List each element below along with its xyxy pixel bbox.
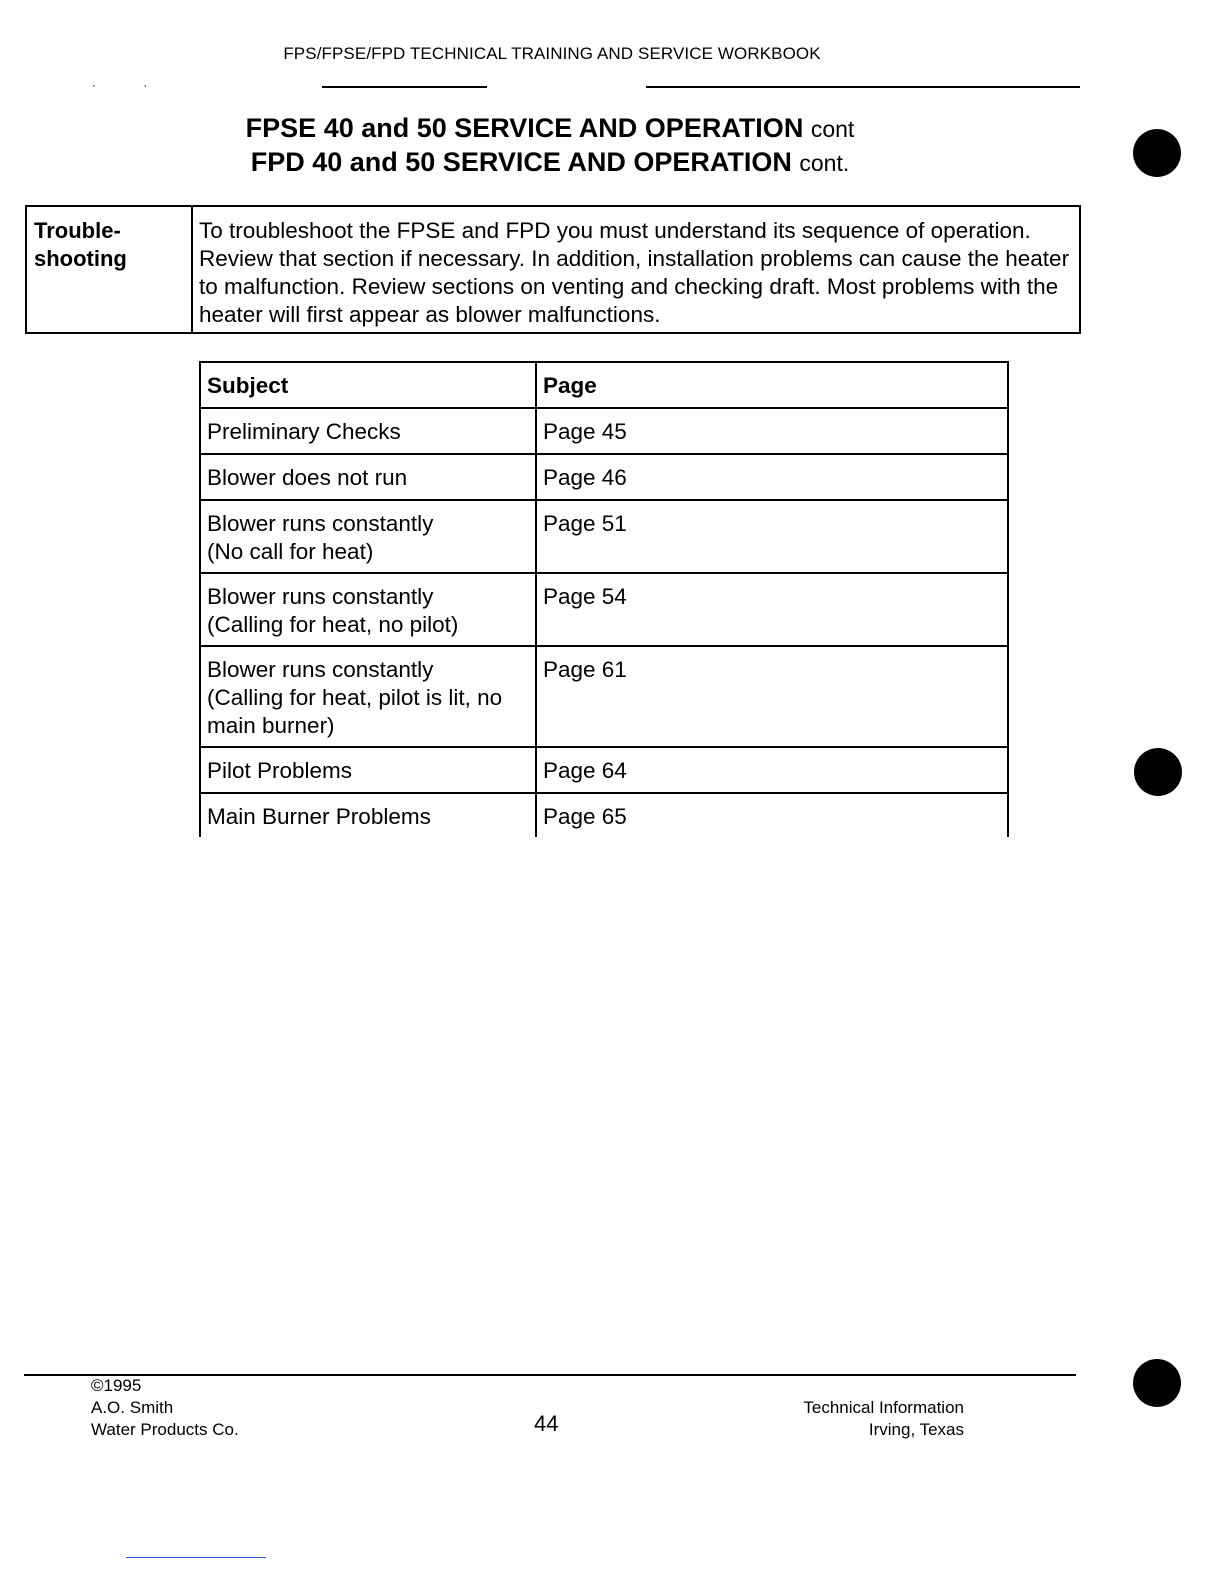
footer-company-line1: A.O. Smith	[91, 1398, 174, 1417]
footer-copyright: ©1995	[91, 1376, 142, 1395]
title-line-2-suffix: cont.	[799, 150, 850, 176]
footer-publisher	[91, 1375, 239, 1441]
scan-artifact-line	[126, 1557, 266, 1558]
table-row	[200, 747, 1008, 793]
page-number: 44	[534, 1411, 559, 1436]
row-subject: Blower runs constantly (Calling for heat, no pilot)	[200, 573, 536, 646]
table-row	[200, 573, 1008, 646]
footer-company-line2: Water Products Co.	[91, 1420, 239, 1439]
row-subject: Main Burner Problems	[200, 793, 536, 837]
row-page: Page 65	[536, 793, 1008, 837]
row-page: Page 46	[536, 454, 1008, 500]
table-row	[200, 500, 1008, 573]
page-titles	[0, 112, 1100, 180]
row-subject: Pilot Problems	[200, 747, 536, 793]
table-row	[200, 454, 1008, 500]
binder-hole-bottom	[1133, 1359, 1181, 1407]
footer-department	[784, 1397, 964, 1441]
table-row	[200, 408, 1008, 454]
row-page: Page 45	[536, 408, 1008, 454]
row-subject: Preliminary Checks	[200, 408, 536, 454]
binder-hole-top	[1133, 129, 1181, 177]
title-line-1-text: FPSE 40 and 50 SERVICE AND OPERATION	[245, 113, 804, 143]
header-rule-right	[646, 86, 1080, 88]
header-page: Page	[536, 362, 1008, 408]
troubleshooting-index-table	[199, 361, 1009, 837]
title-line-1	[0, 112, 1100, 146]
intro-label: Trouble- shooting	[27, 207, 193, 332]
table-row	[200, 646, 1008, 747]
table-header-row	[200, 362, 1008, 408]
binder-hole-middle	[1134, 748, 1182, 796]
row-page: Page 51	[536, 500, 1008, 573]
row-page: Page 61	[536, 646, 1008, 747]
title-line-1-suffix: cont	[810, 116, 855, 142]
row-page: Page 54	[536, 573, 1008, 646]
row-subject: Blower runs constantly (Calling for heat, pilot is lit, no main burner)	[200, 646, 536, 747]
footer-dept: Technical Information	[803, 1398, 964, 1417]
footer-location: Irving, Texas	[868, 1420, 964, 1439]
title-line-2-text: FPD 40 and 50 SERVICE AND OPERATION	[250, 147, 792, 177]
header-rule-left	[322, 86, 487, 88]
table-row	[200, 793, 1008, 837]
title-line-2	[0, 146, 1100, 180]
troubleshooting-intro-box	[25, 205, 1081, 334]
header-tick-marks: · ·	[92, 78, 170, 92]
row-page: Page 64	[536, 747, 1008, 793]
running-header: FPS/FPSE/FPD TECHNICAL TRAINING AND SERVICE WORKBOOK	[283, 44, 821, 63]
header-subject: Subject	[200, 362, 536, 408]
row-subject: Blower does not run	[200, 454, 536, 500]
intro-text: To troubleshoot the FPSE and FPD you must understand its sequence of operation. Review that section if necessary. In addition, installation problems can cause the heater to malfunction. Review sections on venting and checking draft. Most problems with the heater will first appear as blower malfunctions.	[199, 218, 1070, 327]
row-subject: Blower runs constantly (No call for heat)	[200, 500, 536, 573]
